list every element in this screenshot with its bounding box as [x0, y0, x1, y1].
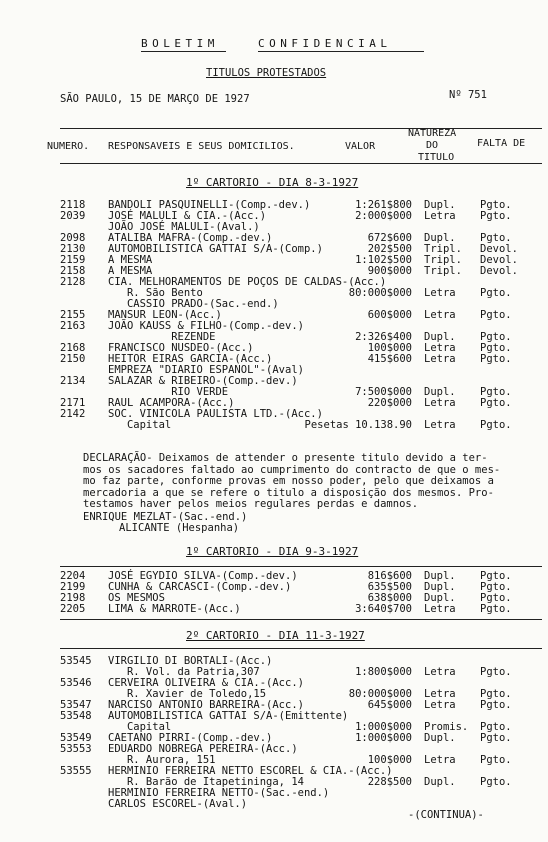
entry-name: EMPREZA "DIARIO ESPANOL"-(Aval)	[108, 364, 304, 376]
entry-number: 2198	[60, 592, 86, 604]
entry-number: 53553	[60, 743, 92, 755]
entry-value: 2:326$400	[355, 331, 412, 343]
entry-name: CASSIO PRADO-(Sac.-end.)	[108, 298, 279, 310]
entry-number: 2171	[60, 397, 86, 409]
entry-name: JOÃO KAUSS & FILHO-(Comp.-dev.)	[108, 320, 304, 332]
entry-fault: Pgto.	[480, 397, 512, 409]
entry-number: 2128	[60, 276, 86, 288]
entry-number: 2134	[60, 375, 86, 387]
col-natureza-3: TITULO	[418, 152, 455, 163]
entry-fault: Pgto.	[480, 754, 512, 766]
entry-number: 2204	[60, 570, 86, 582]
entry-number: 53555	[60, 765, 92, 777]
header-rule-top	[60, 128, 542, 129]
section-heading-2: 1º CARTORIO - DIA 9-3-1927	[186, 545, 359, 558]
entry-kind: Tripl.	[424, 243, 462, 255]
continued-note: -(CONTINUA)-	[408, 809, 484, 821]
entry-name: Capital	[108, 419, 172, 431]
entry-name: CUNHA & CARCASCI-(Comp.-dev.)	[108, 581, 292, 593]
entry-value: 1:000$000	[355, 732, 412, 744]
entry-fault: Pgto.	[480, 232, 512, 244]
entry-name: JOÃO JOSÉ MALULI-(Aval.)	[108, 221, 260, 233]
entry-number: 2118	[60, 199, 86, 211]
entry-kind: Letra	[424, 353, 456, 365]
entry-name: Capital	[108, 721, 172, 733]
entry-number: 2098	[60, 232, 86, 244]
entry-kind: Dupl.	[424, 199, 456, 211]
entry-name: VIRGILIO DI BORTALI-(Acc.)	[108, 655, 273, 667]
entry-name: AUTOMOBILISTICA GATTAI S/A-(Emittente)	[108, 710, 349, 722]
entry-number: 2142	[60, 408, 86, 420]
entry-fault: Pgto.	[480, 666, 512, 678]
entry-number: 2205	[60, 603, 86, 615]
entry-fault: Pgto.	[480, 581, 512, 593]
col-responsaveis: RESPONSAVEIS E SEUS DOMICILIOS.	[108, 141, 295, 152]
title-underline-left	[141, 51, 226, 52]
entry-kind: Dupl.	[424, 581, 456, 593]
entry-value: 228$500	[367, 776, 412, 788]
entry-value: 816$600	[367, 570, 412, 582]
entry-kind: Letra	[424, 699, 456, 711]
entry-value: 1:261$800	[355, 199, 412, 211]
entry-kind: Letra	[424, 603, 456, 615]
entry-value: 202$500	[367, 243, 412, 255]
entry-number: 2130	[60, 243, 86, 255]
entry-value: 635$500	[367, 581, 412, 593]
entry-value: 220$000	[367, 397, 412, 409]
entry-value: 1:102$500	[355, 254, 412, 266]
entry-value: 80:000$000	[348, 287, 412, 299]
entry-number: 53548	[60, 710, 92, 722]
entry-fault: Pgto.	[480, 721, 512, 733]
entry-kind: Dupl.	[424, 386, 456, 398]
entry-name: SALAZAR & RIBEIRO-(Comp.-dev.)	[108, 375, 298, 387]
entry-value: 80:000$000	[348, 688, 412, 700]
entry-kind: Dupl.	[424, 732, 456, 744]
entry-kind: Letra	[424, 397, 456, 409]
declaration-line: DECLARAÇÃO- Deixamos de attender o presente titulo devido a ter-	[83, 452, 488, 464]
section-3-rule-top	[60, 648, 542, 649]
entry-value: 900$000	[367, 265, 412, 277]
entry-fault: Devol.	[480, 243, 518, 255]
entry-fault: Pgto.	[480, 688, 512, 700]
entry-fault: Pgto.	[480, 419, 512, 431]
entry-number: 2163	[60, 320, 86, 332]
entry-kind: Dupl.	[424, 331, 456, 343]
entry-fault: Pgto.	[480, 309, 512, 321]
entry-name: OS MESMOS	[108, 592, 165, 604]
entry-value: 3:640$700	[355, 603, 412, 615]
entry-name: A MESMA	[108, 254, 153, 266]
entry-name: CERVEIRA OLIVEIRA & CIA.-(Acc.)	[108, 677, 304, 689]
entry-name: NARCISO ANTONIO BARREIRA-(Acc.)	[108, 699, 304, 711]
entry-name: RAUL ACAMPORA-(Acc.)	[108, 397, 235, 409]
entry-kind: Dupl.	[424, 232, 456, 244]
entry-kind: Letra	[424, 688, 456, 700]
endorser-place: ALICANTE (Hespanha)	[119, 522, 240, 534]
entry-number: 2199	[60, 581, 86, 593]
section-heading-3: 2º CARTORIO - DIA 11-3-1927	[186, 629, 365, 642]
title-right: CONFIDENCIAL	[258, 37, 392, 50]
entry-name: R. Vol. da Patria,307	[108, 666, 260, 678]
declaration-line: mos os sacadores faltado ao cumprimento do contracto de que o mes-	[83, 463, 501, 476]
declaration-line: mercadoria a que se refere o titulo a disposição dos mesmos. Pro-	[83, 486, 494, 499]
entry-name: ATALIBA MAFRA-(Comp.-dev.)	[108, 232, 273, 244]
dateline: SÃO PAULO, 15 DE MARÇO DE 1927	[60, 93, 250, 105]
entry-number: 53547	[60, 699, 92, 711]
entry-name: EDUARDO NOBREGA PEREIRA-(Acc.)	[108, 743, 298, 755]
col-valor: VALOR	[345, 141, 376, 152]
entry-name: RIO VERDE	[108, 386, 229, 398]
entry-fault: Pgto.	[480, 732, 512, 744]
entry-value: 100$000	[367, 754, 412, 766]
entry-value: 638$000	[367, 592, 412, 604]
entry-value: 100$000	[367, 342, 412, 354]
entry-fault: Pgto.	[480, 776, 512, 788]
entry-kind: Tripl.	[424, 254, 462, 266]
entry-kind: Dupl.	[424, 776, 456, 788]
entry-kind: Dupl.	[424, 570, 456, 582]
entry-name: CARLOS ESCOREL-(Aval.)	[108, 798, 248, 810]
entry-kind: Letra	[424, 342, 456, 354]
entry-value: 645$000	[367, 699, 412, 711]
title-underline-right	[258, 51, 424, 52]
entry-kind: Promis.	[424, 721, 469, 733]
col-natureza-2: DO	[426, 140, 439, 151]
entry-fault: Pgto.	[480, 342, 512, 354]
entry-kind: Letra	[424, 309, 456, 321]
declaration-line: testamos haver pelos meios regulares perdas e damnos.	[83, 498, 419, 510]
entry-name: JOSÉ EGYDIO SILVA-(Comp.-dev.)	[108, 570, 298, 582]
entry-value: 672$600	[367, 232, 412, 244]
entry-name: R. Aurora, 151	[108, 754, 216, 766]
entry-name: FRANCISCO NUSDEO-(Acc.)	[108, 342, 254, 354]
entry-name: HERMINIO FERREIRA NETTO-(Sac.-end.)	[108, 787, 330, 799]
entry-number: 2039	[60, 210, 86, 222]
entry-name: CAETANO PIRRI-(Comp.-dev.)	[108, 732, 273, 744]
subtitle: TITULOS PROTESTADOS	[206, 67, 327, 79]
entry-name: R. Barão de Itapetininga, 14	[108, 776, 304, 788]
entry-name: JOSÉ MALULI & CIA.-(Acc.)	[108, 210, 267, 222]
section-2-rule-bottom	[60, 619, 542, 620]
entry-number: 2168	[60, 342, 86, 354]
entry-fault: Devol.	[480, 265, 518, 277]
declaration-line: mo faz parte, conforme provas em nosso poder, pelo que deixamos a	[83, 475, 494, 487]
entry-value: 600$000	[367, 309, 412, 321]
entry-number: 53546	[60, 677, 92, 689]
entry-name: CIA. MELHORAMENTOS DE POÇOS DE CALDAS-(Acc.)	[108, 276, 387, 288]
entry-number: 2159	[60, 254, 86, 266]
entry-value: 2:000$000	[355, 210, 412, 222]
entry-number: 2155	[60, 309, 86, 321]
entry-name: R. Xavier de Toledo,15	[108, 688, 267, 700]
col-falta: FALTA DE	[477, 138, 526, 149]
entry-fault: Pgto.	[480, 199, 512, 211]
entry-kind: Dupl.	[424, 592, 456, 604]
entry-value: 415$600	[367, 353, 412, 365]
entry-name: HERMINIO FERREIRA NETTO ESCOREL & CIA.-(Acc.)	[108, 765, 393, 777]
header-rule-bottom	[60, 163, 542, 164]
entry-name: MANSUR LEON-(Acc.)	[108, 309, 222, 321]
section-2-rule-top	[60, 566, 542, 567]
entry-value: Pesetas 10.138.90	[304, 419, 412, 431]
entry-name: BANDOLI PASQUINELLI-(Comp.-dev.)	[108, 199, 311, 211]
entry-fault: Pgto.	[480, 210, 512, 222]
entry-value: 1:800$000	[355, 666, 412, 678]
col-numero: NUMERO.	[47, 141, 90, 152]
entry-number: 2158	[60, 265, 86, 277]
entry-fault: Pgto.	[480, 603, 512, 615]
entry-kind: Letra	[424, 287, 456, 299]
entry-fault: Pgto.	[480, 386, 512, 398]
entry-kind: Letra	[424, 754, 456, 766]
entry-kind: Letra	[424, 419, 456, 431]
entry-name: A MESMA	[108, 265, 153, 277]
entry-fault: Devol.	[480, 254, 518, 266]
entry-number: 2150	[60, 353, 86, 365]
entry-name: SOC. VINICOLA PAULISTA LTD.-(Acc.)	[108, 408, 323, 420]
issue-number: Nº 751	[449, 89, 487, 101]
entry-kind: Letra	[424, 210, 456, 222]
entry-number: 53545	[60, 655, 92, 667]
entry-number: 53549	[60, 732, 92, 744]
entry-value: 7:500$000	[355, 386, 412, 398]
entry-name: LIMA & MARROTE-(Acc.)	[108, 603, 241, 615]
entry-kind: Letra	[424, 666, 456, 678]
entry-value: 1:000$000	[355, 721, 412, 733]
entry-fault: Pgto.	[480, 699, 512, 711]
entry-fault: Pgto.	[480, 287, 512, 299]
entry-name: REZENDE	[108, 331, 216, 343]
col-natureza-1: NATUREZA	[408, 128, 457, 139]
entry-name: R. São Bento	[108, 287, 203, 299]
entry-name: HEITOR EIRAS GARCIA-(Acc.)	[108, 353, 273, 365]
entry-fault: Pgto.	[480, 592, 512, 604]
section-heading-1: 1º CARTORIO - DIA 8-3-1927	[186, 176, 359, 189]
entry-kind: Tripl.	[424, 265, 462, 277]
entry-fault: Pgto.	[480, 570, 512, 582]
entry-fault: Pgto.	[480, 353, 512, 365]
title-left: BOLETIM	[141, 37, 219, 50]
endorser-name: ENRIQUE MEZLAT-(Sac.-end.)	[83, 511, 248, 523]
entry-fault: Pgto.	[480, 331, 512, 343]
entry-name: AUTOMOBILISTICA GATTAI S/A-(Comp.)	[108, 243, 323, 255]
